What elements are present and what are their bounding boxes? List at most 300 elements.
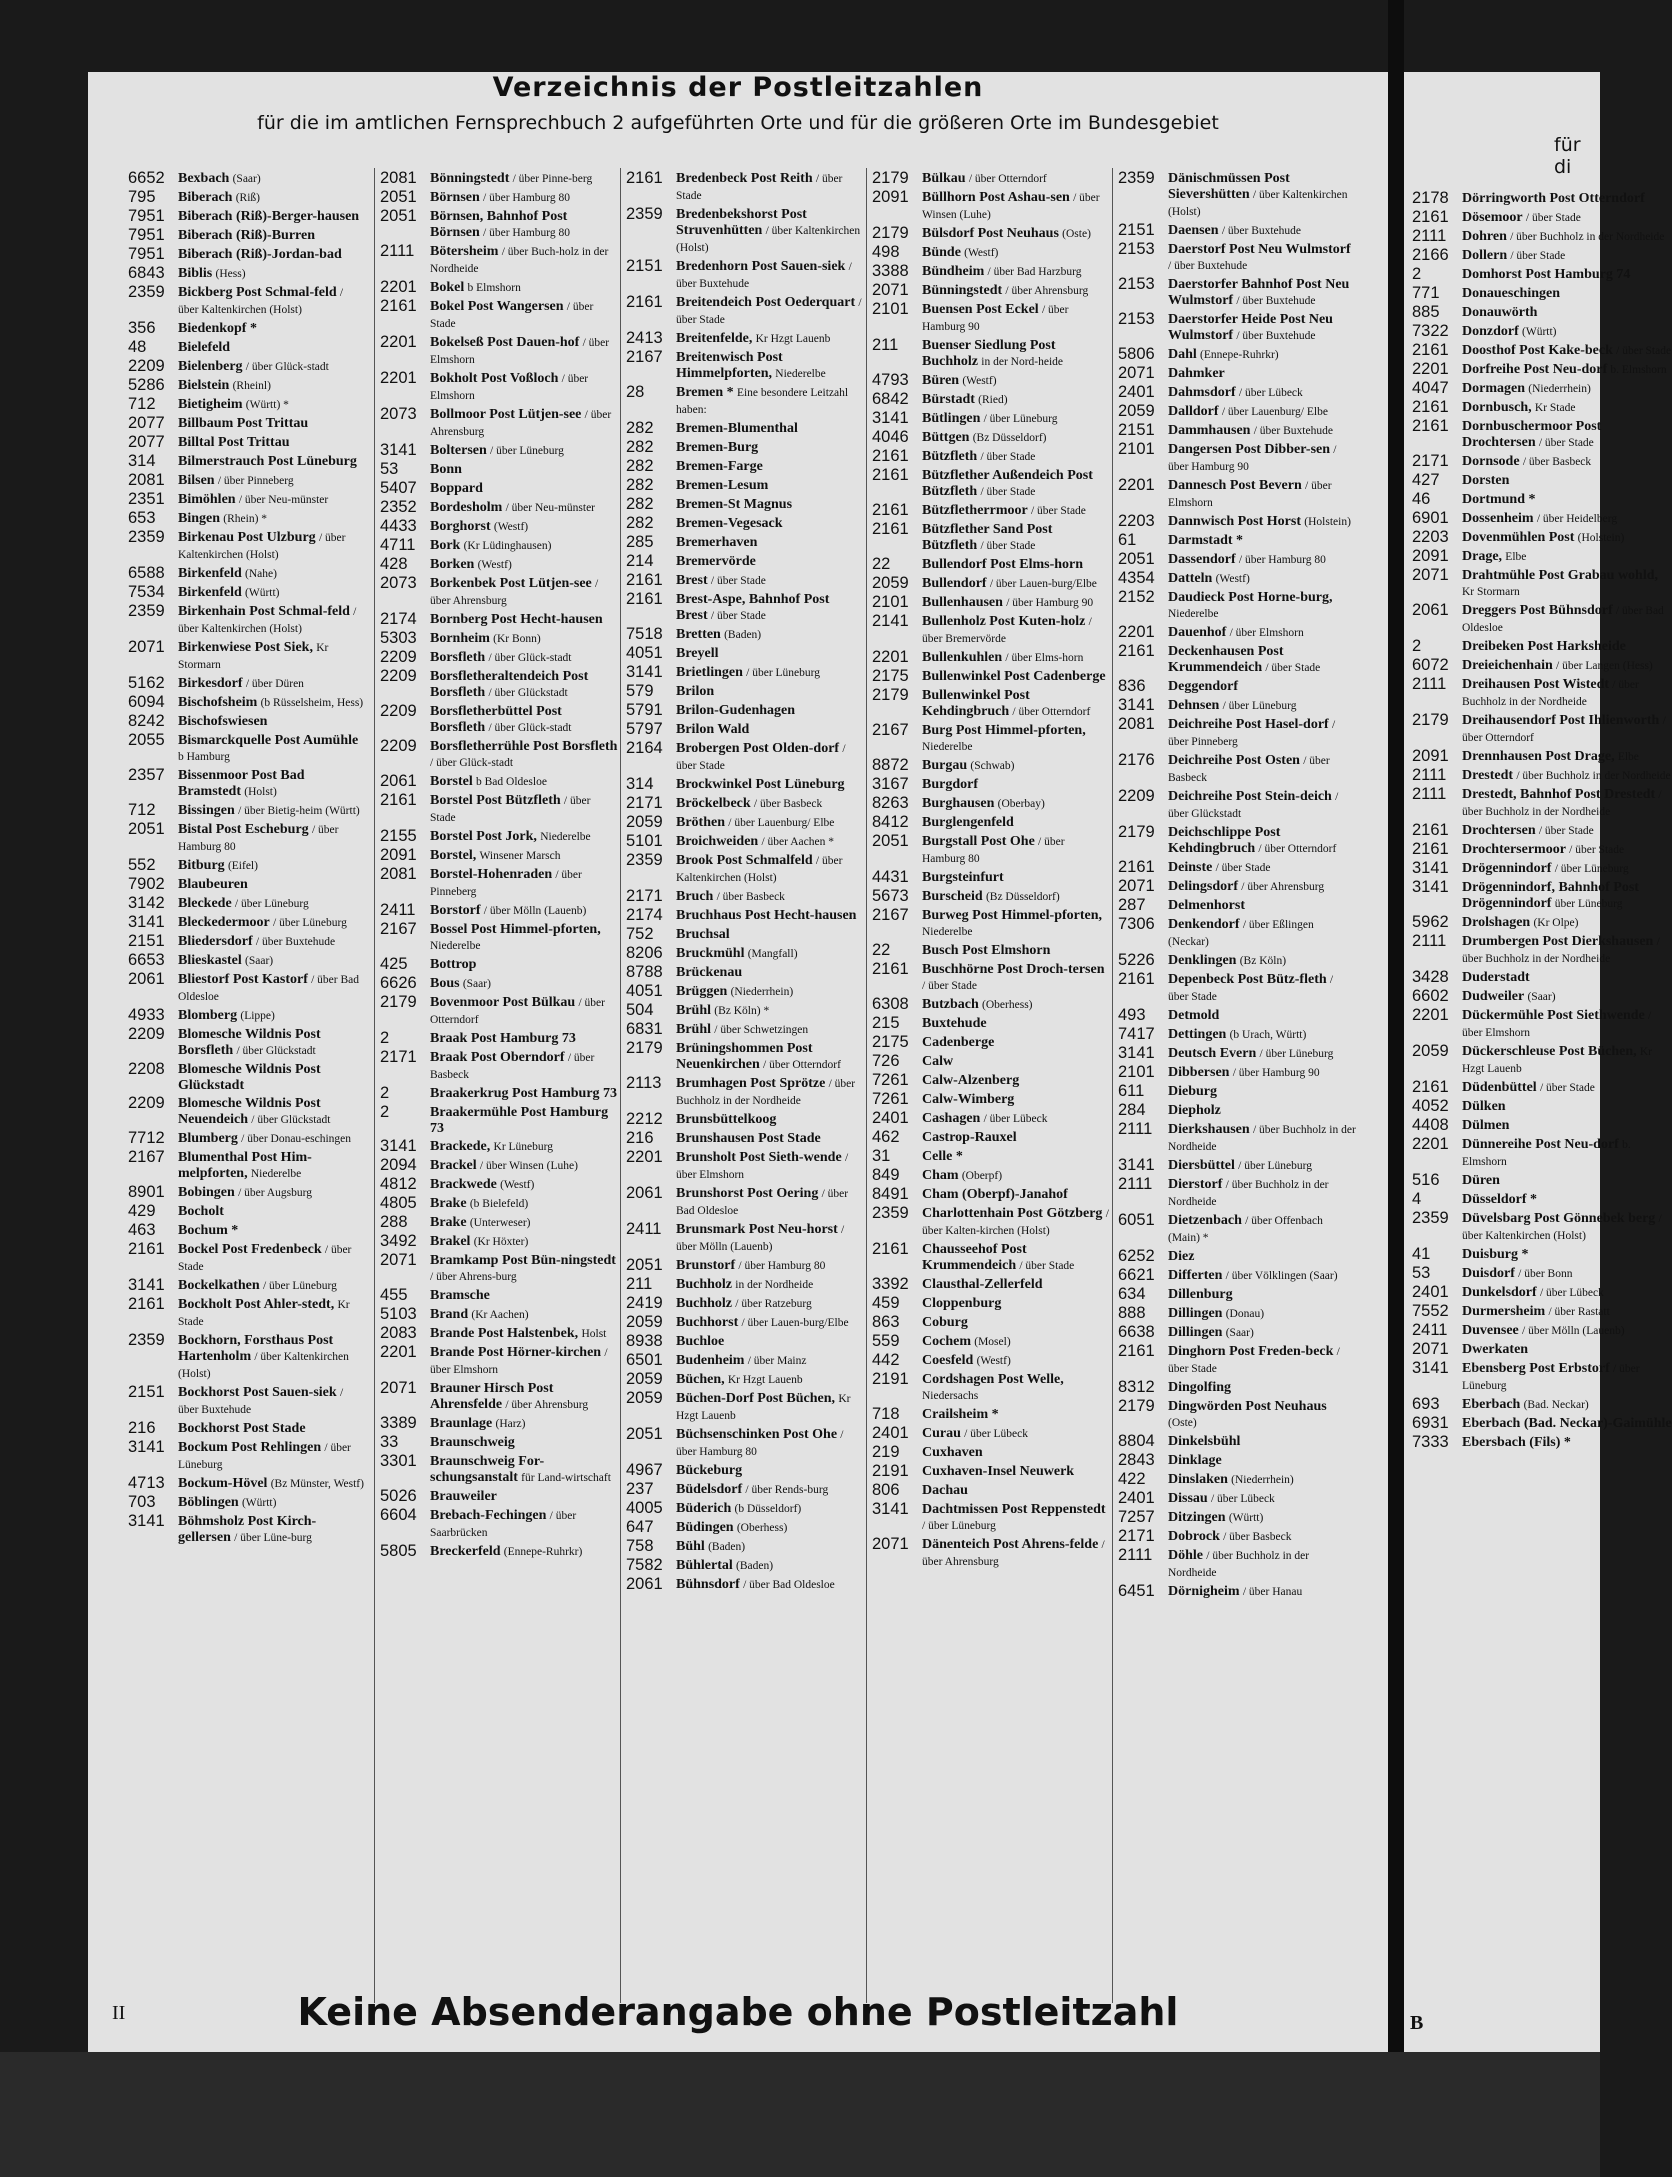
- entry-text: [676, 1040, 864, 1073]
- directory-entry: [872, 410, 1110, 427]
- place-name: Brand: [430, 1307, 469, 1322]
- directory-entry: [872, 961, 1110, 994]
- entry-text: [430, 866, 618, 900]
- entry-text: [178, 565, 366, 582]
- postal-code: 2179: [380, 993, 417, 1011]
- directory-entry: [626, 420, 864, 437]
- postal-code: 216: [128, 1419, 156, 1437]
- place-name: Böhmsholz Post Kirch-gellersen: [178, 1514, 317, 1545]
- postal-code: 2209: [128, 357, 165, 375]
- postal-code: 33: [380, 1433, 399, 1451]
- place-name: Bruchsal: [676, 927, 730, 942]
- directory-entry: [1412, 841, 1672, 858]
- entry-text: [1168, 971, 1356, 1005]
- place-detail: / über Lüneburg: [1462, 1363, 1640, 1392]
- entry-text: [1462, 1098, 1672, 1114]
- directory-entry: [128, 639, 366, 673]
- directory-entry: [872, 263, 1110, 280]
- directory-entry: [1118, 678, 1356, 695]
- directory-entry: [128, 914, 366, 931]
- directory-entry: [626, 888, 864, 905]
- directory-entry: [1412, 1360, 1672, 1394]
- directory-entry: [380, 298, 618, 332]
- entry-text: [1462, 1396, 1672, 1413]
- postal-code: 849: [872, 1166, 900, 1184]
- entry-text: [1462, 1079, 1672, 1096]
- postal-code: 579: [626, 682, 654, 700]
- entry-text: [922, 942, 1110, 958]
- entry-text: [1462, 418, 1672, 451]
- place-detail: / über Lauenburg/ Elbe: [728, 817, 835, 829]
- place-detail: / über Winsen (Luhe): [922, 192, 1100, 221]
- directory-entry: [872, 1167, 1110, 1184]
- place-detail: / über Mainz: [747, 1355, 807, 1367]
- postal-code: 3141: [128, 1512, 165, 1530]
- place-detail: / über Hamburg 80: [178, 824, 339, 853]
- postal-code: 288: [380, 1213, 408, 1231]
- place-detail: / über Heidelberg: [1536, 513, 1618, 525]
- entry-text: [676, 439, 864, 455]
- directory-entry: [128, 767, 366, 800]
- directory-entry: [128, 1222, 366, 1239]
- directory-entry: [1118, 1121, 1356, 1155]
- entry-text: [1168, 916, 1356, 950]
- entry-text: [1168, 1026, 1356, 1043]
- place-detail: Niederelbe: [430, 940, 481, 952]
- place-name: Biberach (Riß)-Berger-hausen: [178, 209, 360, 224]
- postal-code: 7582: [626, 1556, 663, 1574]
- place-detail: / über Buchholz in der Nordheide: [1462, 679, 1639, 708]
- postal-code: 282: [626, 438, 654, 456]
- entry-text: [676, 572, 864, 589]
- place-detail: (Nahe): [245, 568, 277, 580]
- footer-slogan: Keine Absenderangabe ohne Postleitzahl: [297, 1990, 1179, 2034]
- entry-text: [922, 1241, 1110, 1274]
- place-name: Duisdorf: [1462, 1266, 1515, 1281]
- place-name: Cham (Oberpf)-Janahof: [922, 1187, 1068, 1202]
- place-name: Doosthof Post Kake-beck: [1462, 343, 1613, 358]
- place-name: Cham: [922, 1168, 959, 1183]
- postal-code: 2071: [128, 638, 165, 656]
- place-detail: Eine besondere Leitzahl haben:: [676, 387, 849, 416]
- directory-entry: [1118, 1286, 1356, 1303]
- directory-entry: [1118, 1064, 1356, 1081]
- place-detail: (Lippe): [240, 1010, 275, 1022]
- place-name: Dovenmühlen Post: [1462, 530, 1575, 545]
- postal-code: 2101: [1118, 440, 1155, 458]
- place-name: Billbaum Post Trittau: [178, 416, 309, 431]
- entry-text: [1168, 897, 1356, 913]
- directory-entry: [626, 591, 864, 624]
- postal-code: 2161: [128, 1295, 165, 1313]
- place-detail: Niederelbe: [922, 926, 973, 938]
- place-name: Dissau: [1168, 1491, 1208, 1506]
- postal-code: 3389: [380, 1414, 417, 1432]
- place-detail: / über Donau-eschingen: [241, 1133, 351, 1145]
- postal-code: 211: [872, 336, 899, 354]
- entry-text: [1462, 472, 1672, 488]
- place-name: Dreieichenhain: [1462, 658, 1553, 673]
- entry-text: [922, 301, 1110, 335]
- place-detail: / über Lüneburg: [1238, 1160, 1313, 1172]
- entry-text: [922, 372, 1110, 389]
- place-name: Drochtersen: [1462, 823, 1536, 838]
- postal-code: 2359: [626, 851, 663, 869]
- place-name: Ebersbach (Fils) *: [1462, 1435, 1571, 1450]
- place-detail: Kr Hzgt Lauenb: [676, 1393, 851, 1422]
- directory-entry: [128, 529, 366, 563]
- postal-code: 2111: [1118, 1175, 1153, 1193]
- postal-code: 2411: [626, 1220, 662, 1238]
- place-detail: Holst: [581, 1328, 607, 1340]
- place-detail: für Land-wirtschaft: [521, 1472, 611, 1484]
- place-detail: / über Ahrensburg: [430, 409, 612, 438]
- entry-text: [1168, 551, 1356, 568]
- place-detail: / über Elmshorn: [430, 337, 610, 366]
- place-name: Eberbach: [1462, 1397, 1521, 1412]
- postal-code: 2174: [626, 906, 663, 924]
- postal-code: 4046: [872, 428, 909, 446]
- entry-text: [676, 349, 864, 382]
- place-detail: Niedersachs: [922, 1390, 979, 1402]
- place-detail: / über Mölln (Lauenb): [1522, 1325, 1625, 1337]
- directory-entry: [872, 1425, 1110, 1442]
- directory-entry: [1118, 897, 1356, 914]
- entry-text: [430, 334, 618, 368]
- entry-text: [1462, 491, 1672, 507]
- directory-entry: [128, 1439, 366, 1473]
- entry-text: [430, 556, 618, 573]
- directory-entry: [872, 1276, 1110, 1293]
- place-detail: / über Buchholz in der Nordheide: [1462, 789, 1662, 818]
- postal-code: 3141: [626, 663, 663, 681]
- place-name: Bovenmoor Post Bülkau: [430, 995, 576, 1010]
- place-detail: / über Lüneburg: [490, 445, 564, 457]
- directory-entry: [626, 572, 864, 589]
- directory-entry: [626, 983, 864, 1000]
- postal-code: 752: [626, 925, 654, 943]
- entry-text: [178, 876, 366, 892]
- postal-code: 3141: [1118, 1156, 1155, 1174]
- place-name: Dunkelsdorf: [1462, 1285, 1537, 1300]
- postal-code: 4433: [380, 517, 417, 535]
- directory-entry: [1118, 365, 1356, 382]
- entry-text: [676, 888, 864, 905]
- directory-entry: [626, 664, 864, 681]
- entry-text: [1168, 824, 1356, 857]
- entry-text: [1168, 1176, 1356, 1210]
- postal-code: 4354: [1118, 569, 1155, 587]
- directory-entry: [1118, 1324, 1356, 1341]
- entry-text: [922, 575, 1110, 592]
- postal-code: 2178: [1412, 189, 1449, 207]
- entry-text: [676, 1519, 864, 1536]
- postal-code: 2201: [380, 278, 417, 296]
- entry-text: [430, 1157, 618, 1174]
- entry-text: [676, 330, 864, 347]
- entry-text: [1168, 1102, 1356, 1118]
- directory-entry: [1412, 1098, 1672, 1115]
- directory-entry: [1412, 767, 1672, 784]
- directory-entry: [626, 1481, 864, 1498]
- postal-code: 8901: [128, 1183, 165, 1201]
- postal-code: 2201: [1118, 476, 1155, 494]
- place-name: Börnsen, Bahnhof Post Börnsen: [430, 209, 568, 240]
- place-name: Büderich: [676, 1501, 732, 1516]
- postal-code: 6652: [128, 169, 165, 187]
- directory-entry: [1118, 1267, 1356, 1284]
- place-name: Dreihausen Post Wistedt: [1462, 677, 1610, 692]
- directory-entry: [872, 521, 1110, 554]
- place-detail: / über Otterndorf: [430, 997, 605, 1026]
- entry-text: [676, 1149, 864, 1183]
- entry-text: [922, 1425, 1110, 1442]
- place-name: Büdingen: [676, 1520, 734, 1535]
- postal-code: 4805: [380, 1194, 417, 1212]
- postal-code: 6621: [1118, 1266, 1155, 1284]
- place-detail: (Oberpf): [961, 1170, 1003, 1182]
- directory-entry: [380, 921, 618, 954]
- entry-text: [1168, 170, 1356, 220]
- place-detail: / über Stade: [1538, 825, 1594, 837]
- directory-entry: [1118, 477, 1356, 511]
- entry-text: [430, 1488, 618, 1504]
- entry-text: [1462, 247, 1672, 264]
- directory-entry: [1118, 971, 1356, 1005]
- place-detail: / über Rends-burg: [745, 1484, 829, 1496]
- place-detail: / über Kaltenkirchen (Holst): [178, 287, 344, 316]
- postal-code: 2401: [1118, 1489, 1155, 1507]
- place-name: Büllhorn Post Ashau-sen: [922, 190, 1070, 205]
- directory-entry: [626, 330, 864, 347]
- place-detail: / über Lauen-burg/Elbe: [741, 1317, 849, 1329]
- postal-code: 5791: [626, 701, 663, 719]
- entry-text: [178, 914, 366, 931]
- place-name: Bielenberg: [178, 359, 243, 374]
- postal-code: 2094: [380, 1156, 417, 1174]
- directory-entry: [380, 1030, 618, 1047]
- entry-text: [676, 1276, 864, 1293]
- postal-code: 703: [128, 1493, 156, 1511]
- postal-code: 41: [1412, 1245, 1431, 1263]
- place-name: Deutsch Evern: [1168, 1046, 1257, 1061]
- place-detail: (Oberbay): [997, 798, 1045, 810]
- entry-text: [676, 1314, 864, 1331]
- entry-text: [922, 189, 1110, 223]
- entry-text: [676, 1075, 864, 1109]
- entry-text: [1168, 1045, 1356, 1062]
- place-name: Bullenholz Post Kuten-holz: [922, 614, 1086, 629]
- place-detail: / über Otterndorf: [1462, 715, 1666, 744]
- postal-code: 2051: [380, 207, 417, 225]
- directory-entry: [1412, 529, 1672, 546]
- place-name: Duvensee: [1462, 1323, 1519, 1338]
- directory-entry: [872, 189, 1110, 223]
- entry-text: [430, 499, 618, 516]
- place-name: Brackel: [430, 1158, 477, 1173]
- postal-code: 498: [872, 243, 900, 261]
- directory-entry: [380, 847, 618, 864]
- place-name: Bremen-Farge: [676, 459, 763, 474]
- entry-text: [430, 1085, 618, 1101]
- place-name: Bokel Post Wangersen: [430, 299, 564, 314]
- entry-text: [430, 442, 618, 459]
- entry-text: [430, 1344, 618, 1378]
- postal-code: 2191: [872, 1462, 909, 1480]
- place-name: Birkenfeld: [178, 585, 242, 600]
- place-detail: (Oberhess): [736, 1522, 788, 1534]
- entry-text: [1462, 988, 1672, 1005]
- directory-entry: [1118, 311, 1356, 344]
- place-name: Burgsteinfurt: [922, 870, 1004, 885]
- postal-code: 771: [1412, 284, 1440, 302]
- postal-code: 2071: [872, 281, 909, 299]
- entry-text: [676, 1481, 864, 1498]
- directory-entry: [128, 603, 366, 637]
- place-detail: Niederelbe: [775, 368, 826, 380]
- directory-entry: [872, 502, 1110, 519]
- postal-code: 2081: [380, 865, 417, 883]
- entry-text: [430, 828, 618, 845]
- postal-code: 6451: [1118, 1582, 1155, 1600]
- postal-code: 2083: [380, 1324, 417, 1342]
- place-name: Brake: [430, 1215, 467, 1230]
- directory-entry: [128, 802, 366, 819]
- place-detail: Niederelbe: [250, 1168, 302, 1180]
- postal-code: 4711: [380, 536, 416, 554]
- place-name: Brook Post Schmalfeld: [676, 853, 813, 868]
- place-name: Breitenfelde,: [676, 331, 753, 346]
- entry-text: [430, 1415, 618, 1432]
- entry-text: [922, 594, 1110, 611]
- postal-code: 2209: [380, 737, 417, 755]
- place-name: Differten: [1168, 1268, 1223, 1283]
- directory-entry: [872, 795, 1110, 812]
- directory-entry: [1118, 1379, 1356, 1396]
- directory-entry: [1412, 969, 1672, 986]
- place-name: Bülkau: [922, 171, 966, 186]
- place-detail: / über Glückstadt: [236, 1045, 316, 1057]
- place-name: Coburg: [922, 1315, 968, 1330]
- directory-entry: [1118, 532, 1356, 549]
- postal-code: 2051: [1118, 550, 1155, 568]
- place-detail: / über Buxtehude: [1221, 225, 1302, 237]
- postal-code: 2359: [872, 1204, 909, 1222]
- place-name: Drögennindorf, Bahnhof Post Drögennindorf: [1462, 880, 1639, 911]
- entry-text: [1168, 1528, 1356, 1545]
- entry-text: [1462, 323, 1672, 340]
- place-name: Dangersen Post Dibber-sen: [1168, 442, 1331, 457]
- directory-entry: [1412, 472, 1672, 489]
- entry-text: [430, 480, 618, 496]
- entry-text: [178, 472, 366, 489]
- entry-text: [430, 1104, 618, 1136]
- entry-text: [676, 964, 864, 980]
- postal-code: 885: [1412, 303, 1440, 321]
- entry-text: [178, 857, 366, 874]
- directory-entry: [1118, 384, 1356, 401]
- entry-text: [178, 1061, 366, 1093]
- entry-text: [178, 1007, 366, 1024]
- place-name: Deinste: [1168, 860, 1213, 875]
- place-name: Borstorf: [430, 903, 481, 918]
- place-detail: / über Kaltenkirchen (Holst): [178, 532, 346, 561]
- entry-text: [1462, 657, 1672, 674]
- entry-text: [922, 1091, 1110, 1107]
- place-name: Dreggers Post Bühnsdorf: [1462, 603, 1613, 618]
- postal-code: 5673: [872, 887, 909, 905]
- directory-entry: [1412, 1434, 1672, 1451]
- directory-entry: [128, 396, 366, 413]
- entry-text: [676, 170, 864, 204]
- entry-text: [178, 821, 366, 855]
- postal-code: 2151: [626, 257, 663, 275]
- place-name: Braakermühle Post Hamburg 73: [430, 1105, 609, 1136]
- place-name: Bützfletherrmoor: [922, 503, 1028, 518]
- place-detail: (Riß): [235, 192, 260, 204]
- postal-code: 795: [128, 188, 156, 206]
- directory-entry: [1412, 933, 1672, 967]
- place-name: Breitendeich Post Oederquart: [676, 295, 856, 310]
- directory-entry: [1118, 403, 1356, 420]
- entry-text: [178, 933, 366, 950]
- place-name: Bullenwinkel Post Kehdingbruch: [922, 688, 1030, 719]
- postal-code: 2161: [1118, 1342, 1155, 1360]
- place-name: Bielstein: [178, 378, 230, 393]
- place-name: Dornsode: [1462, 454, 1520, 469]
- entry-text: [430, 1214, 618, 1231]
- directory-entry: [872, 1129, 1110, 1146]
- entry-text: [430, 1252, 618, 1285]
- postal-code: 8491: [872, 1185, 909, 1203]
- postal-code: 22: [872, 941, 891, 959]
- postal-code: 2209: [380, 648, 417, 666]
- postal-code: 2051: [626, 1425, 663, 1443]
- place-name: Biberach (Riß)-Jordan-bad: [178, 247, 342, 262]
- directory-entry: [872, 1406, 1110, 1423]
- entry-text: [922, 907, 1110, 940]
- postal-code: 4408: [1412, 1116, 1449, 1134]
- entry-text: [178, 358, 366, 375]
- entry-text: [922, 1295, 1110, 1311]
- postal-code: 2161: [872, 1240, 909, 1258]
- entry-text: [178, 1130, 366, 1147]
- directory-entry: [1118, 1547, 1356, 1581]
- postal-code: 7534: [128, 583, 165, 601]
- postal-code: 2071: [1412, 566, 1449, 584]
- directory-entry: [872, 833, 1110, 867]
- place-name: Brüningshommen Post Neuenkirchen: [676, 1041, 813, 1072]
- entry-text: [922, 1205, 1110, 1239]
- place-detail: / über Hamburg 90: [1006, 597, 1094, 609]
- postal-code: 2155: [380, 827, 417, 845]
- place-detail: Kr Hzgt Lauenb: [1462, 1046, 1653, 1075]
- postal-code: 2073: [380, 405, 417, 423]
- entry-text: [922, 814, 1110, 830]
- place-detail: / über Otterndorf: [1258, 843, 1337, 855]
- postal-code: 6308: [872, 995, 909, 1013]
- place-name: Dreihausendorf Post Ihlienworth: [1462, 713, 1660, 728]
- place-detail: (Kr Lüdinghausen): [463, 540, 552, 552]
- directory-entry: [128, 821, 366, 855]
- postal-code: 3141: [380, 441, 417, 459]
- place-name: Blaubeuren: [178, 877, 248, 892]
- postal-code: 2179: [1118, 1397, 1155, 1415]
- entry-text: [1462, 266, 1672, 282]
- place-detail: / über Buchholz in der Nordheide: [1510, 231, 1665, 243]
- place-name: Dingolfing: [1168, 1380, 1232, 1395]
- place-detail: / über Buchholz in der Nordheide: [1462, 936, 1660, 965]
